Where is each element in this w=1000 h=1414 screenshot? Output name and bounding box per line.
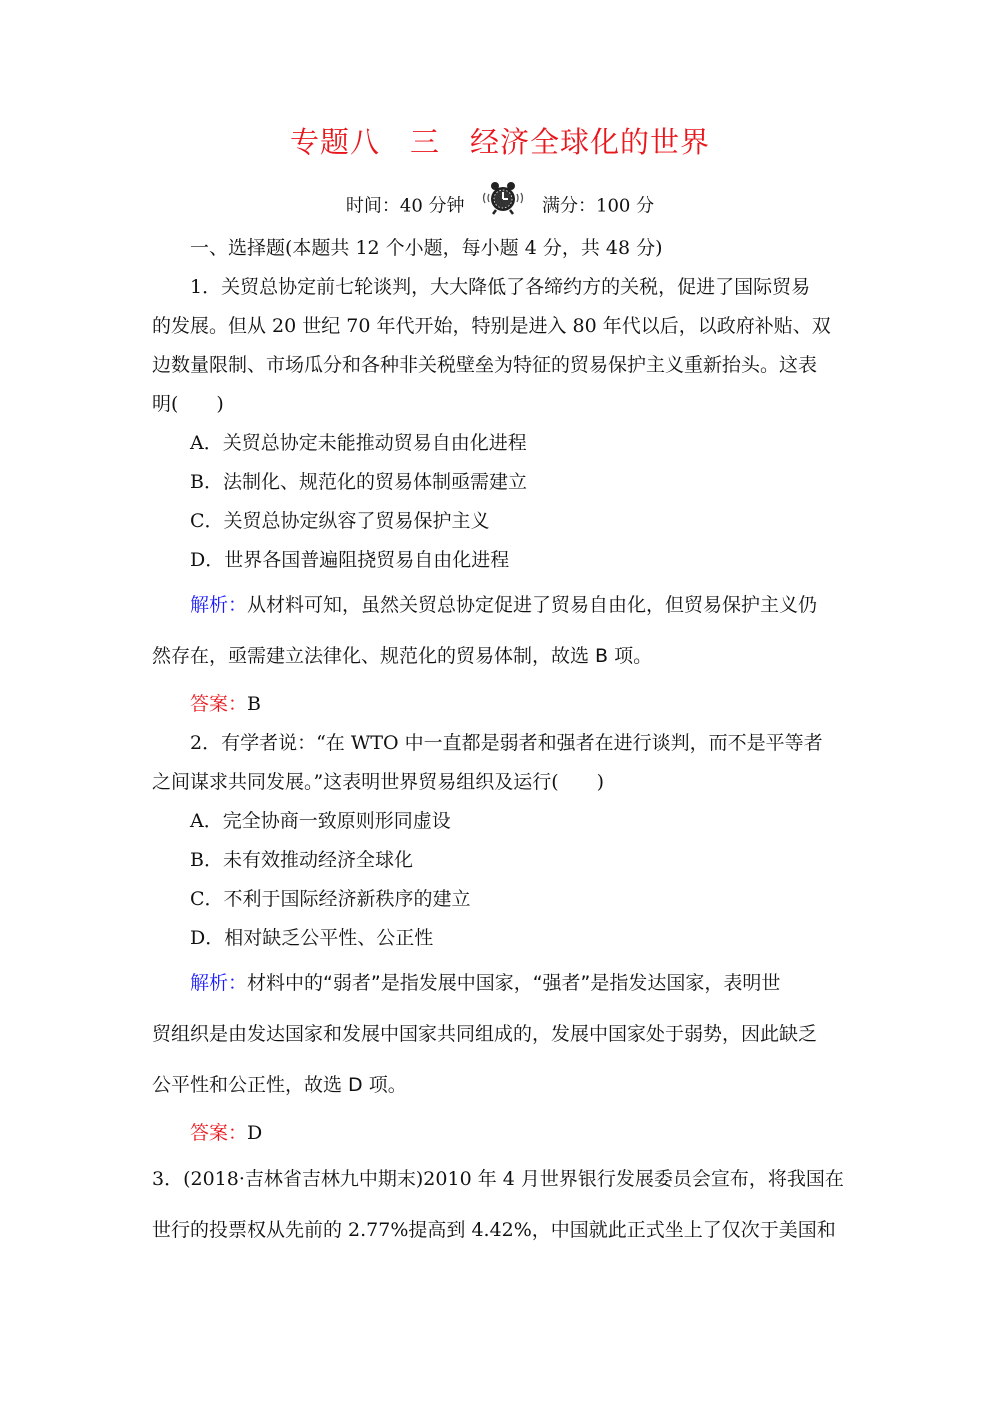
page-title: 专题八 三 经济全球化的世界 [289,125,710,159]
alarm-clock-icon [480,181,526,220]
answer-value: B [247,693,261,715]
question-stem-line: 之间谋求共同发展。”这表明世界贸易组织及运行( ) [152,771,605,793]
exam-meta [0,187,1000,226]
analysis-label: 解析： [190,972,248,994]
question-stem-line: 2．有学者说：“在 WTO 中一直都是弱者和强者在进行谈判，而不是平等者 [190,732,823,754]
option-a: A．完全协商一致原则形同虚设 [190,810,451,832]
question-stem-line: 的发展。但从 20 世纪 70 年代开始，特别是进入 80 年代以后，以政府补贴、双 [152,315,831,337]
answer-value: D [247,1122,263,1144]
question-stem-line: 明( ) [152,393,224,415]
option-d: D．相对缺乏公平性、公正性 [190,927,434,949]
analysis [190,968,890,995]
time-limit: 时间：40 分钟 [345,195,465,217]
question-stem-line: 边数量限制、市场瓜分和各种非关税壁垒为特征的贸易保护主义重新抬头。这表 [152,354,818,376]
full-score: 满分：100 分 [542,195,655,217]
analysis-text: 然存在，亟需建立法律化、规范化的贸易体制，故选 B 项。 [152,645,653,667]
option-d: D．世界各国普遍阻挠贸易自由化进程 [190,549,510,571]
option-b: B．未有效推动经济全球化 [190,849,413,871]
answer [190,689,890,716]
analysis-label: 解析： [190,594,248,616]
analysis-text: 从材料可知，虽然关贸总协定促进了贸易自由化，但贸易保护主义仍 [247,594,818,616]
answer-label: 答案： [190,693,248,715]
option-b: B．法制化、规范化的贸易体制亟需建立 [190,471,527,493]
option-c: C．关贸总协定纵容了贸易保护主义 [190,510,490,532]
question-stem-line: 3．(2018·吉林省吉林九中期末)2010 年 4 月世界银行发展委员会宣布，将我国在 [152,1168,844,1190]
analysis-text: 公平性和公正性，故选 D 项。 [152,1074,407,1096]
section-heading: 一、选择题(本题共 12 个小题，每小题 4 分，共 48 分) [190,237,663,259]
option-c: C．不利于国际经济新秩序的建立 [190,888,471,910]
question-stem-line: 世行的投票权从先前的 2.77%提高到 4.42%，中国就此正式坐上了仅次于美国和 [152,1219,836,1241]
analysis-text: 贸组织是由发达国家和发展中国家共同组成的，发展中国家处于弱势，因此缺乏 [152,1023,818,1045]
option-a: A．关贸总协定未能推动贸易自由化进程 [190,432,527,454]
answer [190,1118,890,1145]
analysis [190,590,890,617]
analysis-text: 材料中的“弱者”是指发展中国家，“强者”是指发达国家，表明世 [247,972,781,994]
question-stem-line: 1．关贸总协定前七轮谈判，大大降低了各缔约方的关税，促进了国际贸易 [190,276,811,298]
answer-label: 答案： [190,1122,248,1144]
